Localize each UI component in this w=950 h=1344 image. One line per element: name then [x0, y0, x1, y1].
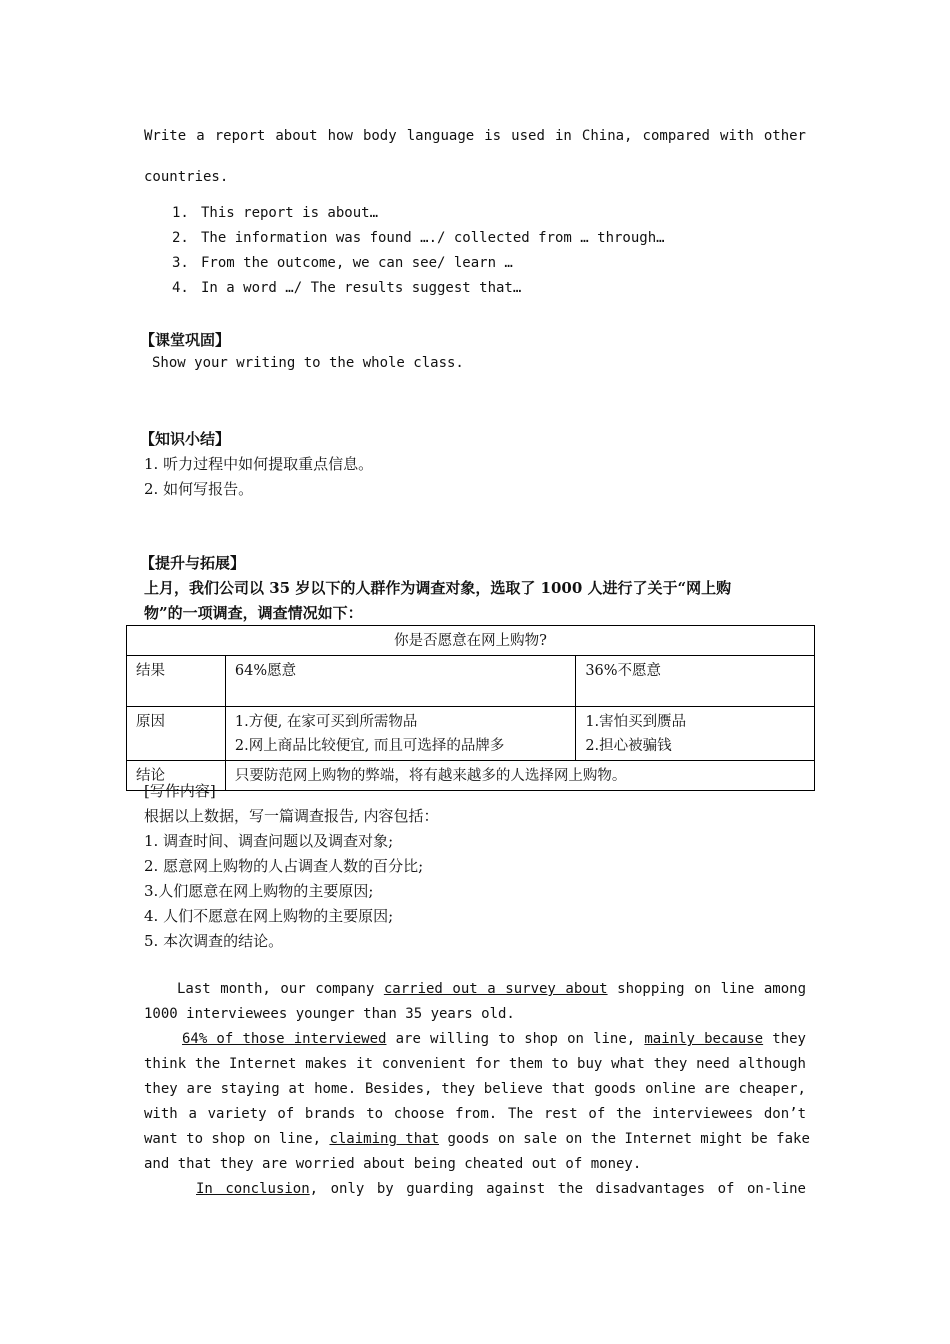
outline-item-num: 3.	[172, 255, 189, 271]
reasons-yes-cell	[225, 707, 575, 761]
reason-yes-item: 2.网上商品比较便宜, 而且可选择的品牌多	[234, 738, 505, 754]
outline-item-text: In a word …/ The results suggest that…	[201, 280, 522, 296]
essay-line: 64% of those interviewed are willing to shop on line, mainly because they	[182, 1031, 806, 1047]
essay-line: want to shop on line, claiming that goods on sale on the Internet might be fake	[144, 1131, 810, 1147]
writing-content-intro: 根据以上数据，写一篇调查报告, 内容包括：	[144, 807, 439, 825]
extension-heading: 【提升与拓展】	[140, 554, 246, 572]
table-row	[127, 626, 815, 656]
result-yes: 64%愿意	[225, 656, 575, 707]
writing-point: 5. 本次调查的结论。	[144, 932, 284, 950]
reason-no-item: 1.害怕买到赝品	[585, 714, 687, 730]
outline-item-num: 1.	[172, 205, 189, 221]
writing-point: 2. 愿意网上购物的人占调查人数的百分比;	[144, 857, 424, 875]
conclusion-label: 结论	[127, 761, 226, 791]
extension-intro-line2: 物”的一项调查，调查情况如下：	[144, 604, 363, 622]
writing-point: 3.人们愿意在网上购物的主要原因;	[144, 882, 374, 900]
outline-item-text: This report is about…	[201, 205, 379, 221]
essay-line: In conclusion, only by guarding against the disadvantages of on-line	[196, 1181, 806, 1197]
summary-item: 2. 如何写报告。	[144, 480, 254, 498]
writing-prompt-line1: Write a report about how body language is used in China, compared with other	[144, 128, 806, 144]
outline-item-text: The information was found …./ collected from … through…	[201, 230, 665, 246]
reason-yes-item: 1.方便, 在家可买到所需物品	[234, 714, 418, 730]
essay-line: and that they are worried about being cheated out of money.	[144, 1156, 642, 1172]
reason-label: 原因	[127, 707, 226, 761]
essay-line: with a variety of brands to choose from. The rest of the interviewees don’t	[144, 1106, 806, 1122]
writing-prompt-line2: countries.	[144, 169, 229, 185]
outline-item-num: 2.	[172, 230, 189, 246]
consolidation-text: Show your writing to the whole class.	[152, 355, 464, 371]
underlined-phrase: mainly because	[644, 1031, 764, 1047]
result-label: 结果	[127, 656, 226, 707]
underlined-phrase: claiming that	[329, 1131, 440, 1147]
summary-heading: 【知识小结】	[140, 430, 231, 448]
underlined-phrase: carried out a survey about	[383, 981, 608, 997]
underlined-phrase: In conclusion	[196, 1181, 310, 1197]
writing-point: 4. 人们不愿意在网上购物的主要原因;	[144, 907, 394, 925]
reason-no-item: 2.担心被骗钱	[585, 738, 672, 754]
table-row	[127, 761, 815, 791]
consolidation-heading: 【课堂巩固】	[140, 331, 231, 349]
survey-question: 你是否愿意在网上购物?	[127, 626, 815, 656]
underlined-phrase: 64% of those interviewed	[182, 1031, 387, 1047]
essay-line: 1000 interviewees younger than 35 years old.	[144, 1006, 515, 1022]
writing-point: 1. 调查时间、调查问题以及调查对象;	[144, 832, 394, 850]
table-row	[127, 707, 815, 761]
extension-intro-line1: 上月，我们公司以 35 岁以下的人群作为调查对象，选取了 1000 人进行了关于“网上购	[144, 579, 732, 597]
summary-item: 1. 听力过程中如何提取重点信息。	[144, 455, 374, 473]
outline-item-num: 4.	[172, 280, 189, 296]
essay-line: they are staying at home. Besides, they believe that goods online are cheaper,	[144, 1081, 806, 1097]
result-no: 36%不愿意	[576, 656, 815, 707]
writing-content-heading: [写作内容]	[144, 782, 216, 800]
essay-line: think the Internet makes it convenient for them to buy what they need although	[144, 1056, 806, 1072]
conclusion-text: 只要防范网上购物的弊端，将有越来越多的人选择网上购物。	[225, 761, 814, 791]
outline-item-text: From the outcome, we can see/ learn …	[201, 255, 513, 271]
reasons-no-cell	[576, 707, 815, 761]
essay-line: Last month, our company carried out a survey about shopping on line among	[177, 981, 806, 997]
table-row	[127, 656, 815, 707]
survey-table	[126, 625, 815, 791]
